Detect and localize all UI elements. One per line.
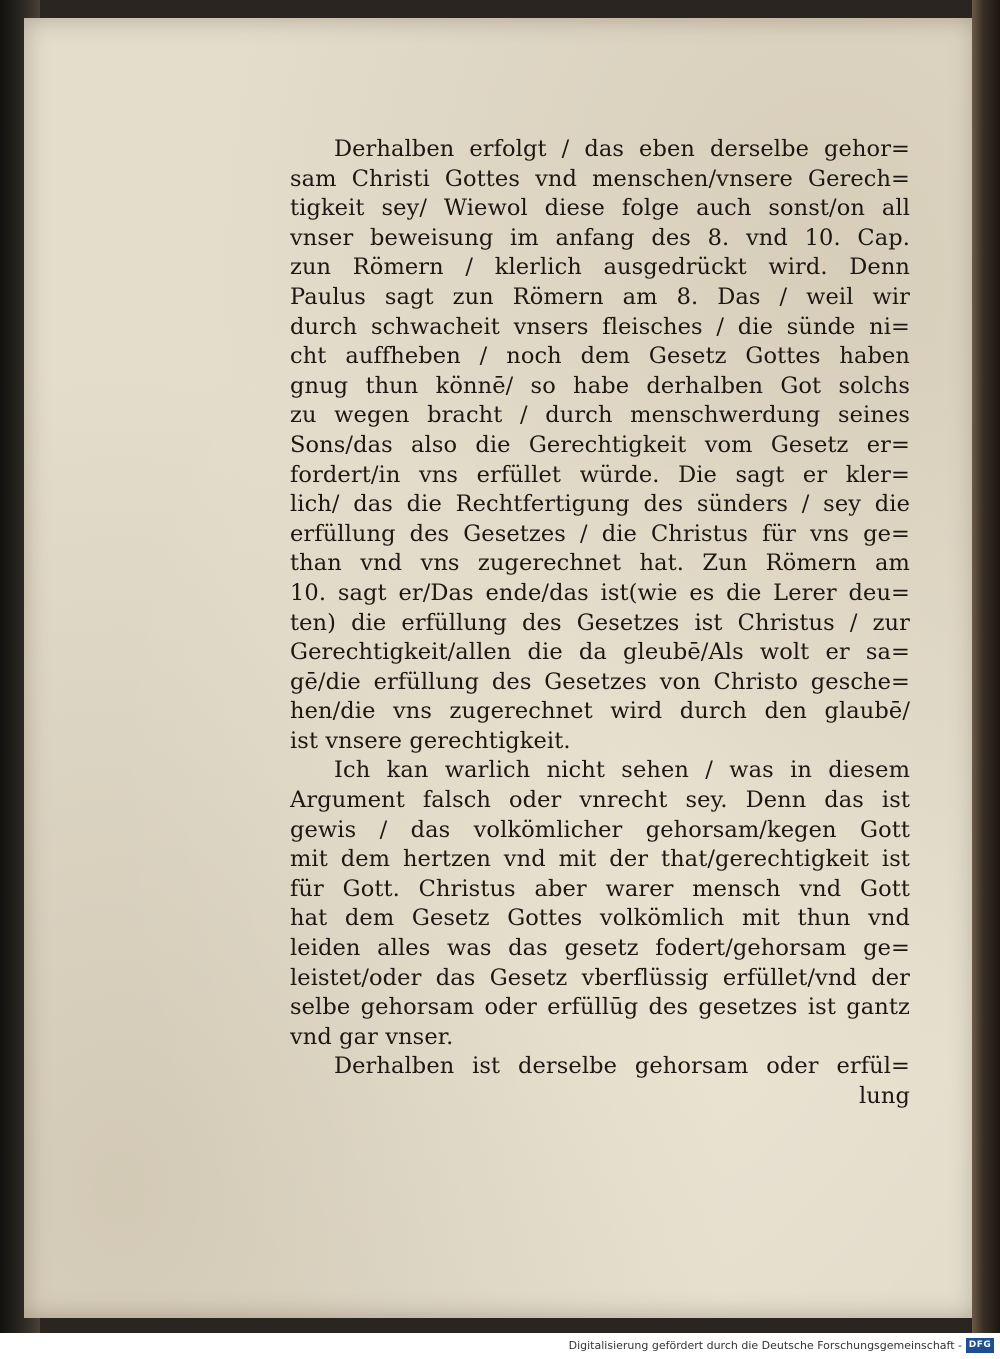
text-line: fordert/in vns erfüllet würde. Die sagt er kler=: [290, 461, 910, 488]
text-line: selbe gehorsam oder erfüllūg des gesetzes ist gantz: [290, 994, 910, 1021]
text-line: vnd gar vnser.: [290, 1023, 454, 1050]
text-line: ten) die erfüllung des Gesetzes ist Christus / zur: [290, 609, 910, 636]
text-line: vnser beweisung im anfang des 8. vnd 10. Cap.: [290, 224, 910, 251]
text-line: Derhalben erfolgt / das eben derselbe gehor=: [334, 136, 910, 162]
text-line: Gerechtigkeit/allen die da gleubē/Als wolt er sa=: [290, 639, 910, 666]
text-line: 10. sagt er/Das ende/das ist(wie es die Lerer deu=: [290, 579, 910, 606]
text-line: gewis / das volkömlicher gehorsam/kegen Gott: [290, 816, 910, 843]
page-text-block: [290, 135, 910, 1112]
page-edge-shadow: [972, 0, 1000, 1333]
text-line: sam Christi Gottes vnd menschen/vnsere Gerech=: [290, 165, 910, 192]
text-line: lich/ das die Rechtfertigung des sünders / sey die: [290, 491, 910, 518]
dfg-logo: DFG: [966, 1338, 994, 1353]
text-line: Derhalben ist derselbe gehorsam oder erfül=: [334, 1053, 910, 1080]
catchword: lung: [859, 1083, 910, 1109]
text-line: Sons/das also die Gerechtigkeit vom Gesetz er=: [290, 431, 910, 458]
text-line: hen/die vns zugerechnet wird durch den glaubē/: [290, 698, 910, 725]
text-line: Argument falsch oder vnrecht sey. Denn das ist: [290, 787, 910, 814]
text-line: leistet/oder das Gesetz vberflüssig erfüllet/vnd der: [290, 964, 910, 991]
paragraph-3: [290, 1052, 910, 1111]
text-line: zu wegen bracht / durch menschwerdung seines: [290, 402, 910, 429]
text-line: durch schwacheit vnsers fleisches / die sünde ni=: [290, 313, 910, 340]
text-line: gē/die erfüllung des Gesetzes von Christo gesche=: [290, 668, 910, 695]
digitization-footer: [0, 1333, 1000, 1359]
footer-credit: Digitalisierung gefördert durch die Deutsche Forschungsgemeinschaft -: [568, 1339, 962, 1352]
text-line: cht auffheben / noch dem Gesetz Gottes haben: [290, 343, 910, 370]
text-line: leiden alles was das gesetz fodert/gehorsam ge=: [290, 935, 910, 962]
text-line: tigkeit sey/ Wiewol diese folge auch sonst/on all: [290, 195, 910, 222]
text-line: für Gott. Christus aber warer mensch vnd Gott: [290, 875, 910, 902]
text-line: gnug thun könnē/ so habe derhalben Got solchs: [290, 372, 910, 399]
text-line: erfüllung des Gesetzes / die Christus für vns ge=: [290, 520, 910, 547]
text-line: Paulus sagt zun Römern am 8. Das / weil wir: [290, 283, 910, 310]
paragraph-2: [290, 756, 910, 1052]
text-line: Ich kan warlich nicht sehen / was in diesem: [334, 757, 910, 784]
text-line: zun Römern / klerlich ausgedrückt wird. Denn: [290, 254, 910, 281]
text-line: than vnd vns zugerechnet hat. Zun Römern am: [290, 550, 910, 577]
text-line: ist vnsere gerechtigkeit.: [290, 727, 571, 754]
paragraph-1: [290, 135, 910, 756]
text-line: mit dem hertzen vnd mit der that/gerechtigkeit ist: [290, 846, 910, 873]
text-line: hat dem Gesetz Gottes volkömlich mit thun vnd: [290, 905, 910, 932]
